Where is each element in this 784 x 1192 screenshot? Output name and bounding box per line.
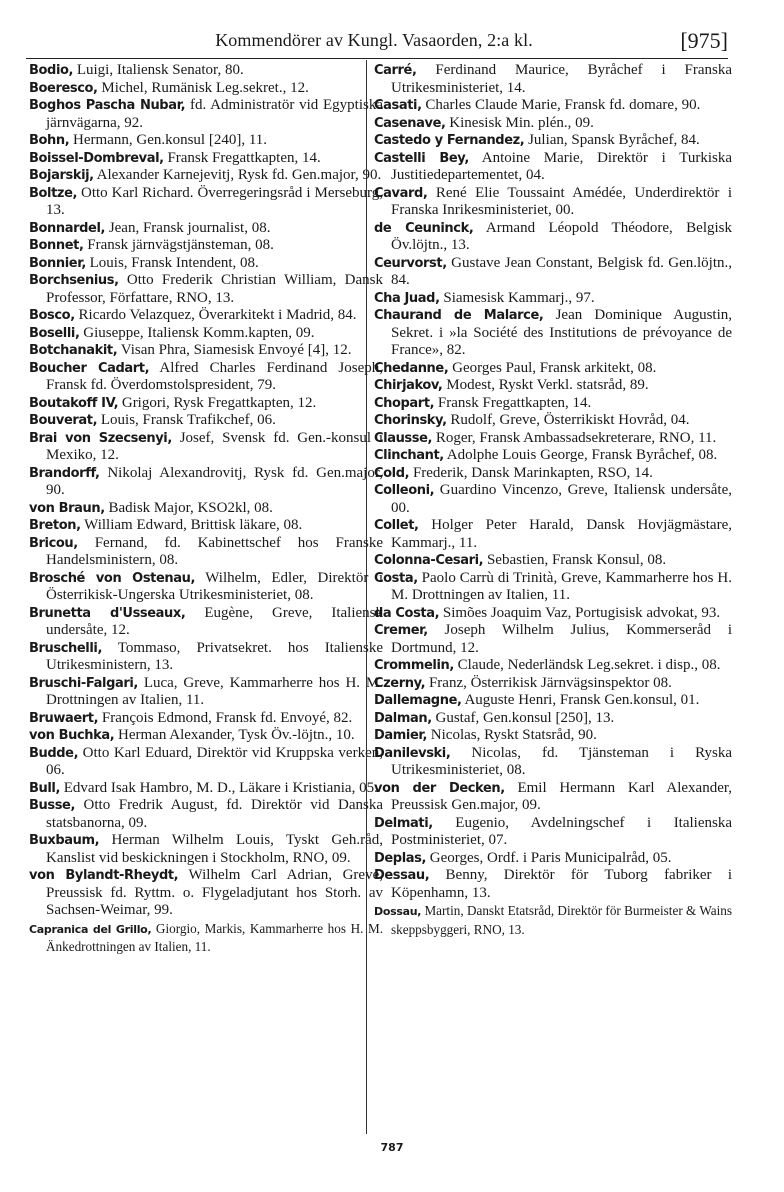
entry-name: Dossau, — [374, 905, 422, 918]
entry-details: Martin, Danskt Etatsråd, Direktör för Burmeister & Wains skeppsbyggeri, RNO, 13. — [391, 903, 732, 937]
entry-details: Eugène, Greve, Italiensk undersåte, 12. — [46, 604, 383, 638]
directory-entry — [29, 920, 383, 956]
entry-details: Wilhelm, Edler, Direktör i Österrikisk-Ungerska Utrikesministeriet, 08. — [46, 569, 383, 603]
entry-name: Cremer, — [374, 623, 428, 638]
entry-name: Damier, — [374, 728, 428, 743]
directory-entry — [29, 62, 383, 80]
entry-details: Gustaf, Gen.konsul [250], 13. — [431, 709, 615, 726]
directory-entry — [29, 745, 383, 780]
entry-name: Bonnier, — [29, 255, 86, 271]
entry-name: Boghos Pascha Nubar, — [29, 98, 186, 113]
entry-details: Guardino Vincenzo, Greve, Italiensk undersåte, 00. — [391, 482, 732, 516]
entry-name: Bosco, — [29, 308, 75, 323]
header-rule — [26, 58, 728, 59]
entry-name: von Buchka, — [29, 728, 115, 743]
entry-name: Cavard, — [374, 185, 428, 201]
entry-name: Bouverat, — [29, 413, 98, 428]
directory-entry — [374, 377, 732, 395]
directory-entry — [374, 622, 732, 657]
entry-name: Casati, — [374, 98, 422, 113]
directory-entry — [29, 430, 383, 465]
entry-name: Chedanne, — [374, 360, 449, 376]
entry-name: Capranica del Grillo, — [29, 922, 152, 936]
directory-entry — [374, 815, 732, 850]
directory-entry — [374, 745, 732, 780]
entry-name: Crommelin, — [374, 658, 454, 673]
entry-name: Bodio, — [29, 63, 74, 78]
entry-details: Luigi, Italiensk Senator, 80. — [73, 62, 244, 78]
header-page-number: [975] — [680, 28, 728, 53]
entry-name: Brunetta d'Usseaux, — [29, 605, 186, 621]
directory-entry — [374, 657, 732, 675]
entry-details: Eugenio, Avdelningschef i Italienska Postministeriet, 07. — [391, 814, 732, 848]
entry-details: Adolphe Louis George, Fransk Byråchef, 08. — [443, 447, 718, 463]
entry-details: Luca, Greve, Kammarherre hos H. M. Drottningen av Italien, 11. — [46, 674, 383, 708]
entry-details: Siamesisk Kammarj., 97. — [439, 289, 595, 306]
entry-name: Bohn, — [29, 133, 70, 148]
directory-entry — [29, 500, 383, 518]
entry-details: Otto Karl Eduard, Direktör vid Kruppska verken, 06. — [46, 744, 383, 778]
entry-name: Busse, — [29, 798, 75, 813]
entry-name: Buxbaum, — [29, 833, 100, 848]
entry-details: Otto Fredrik August, fd. Direktör vid Danska statsbanorna, 09. — [46, 797, 383, 831]
entry-details: Roger, Fransk Ambassadsekreterare, RNO, 11. — [432, 429, 717, 446]
directory-entry — [374, 465, 732, 483]
entry-details: Alexander Karnejevitj, Rysk fd. Gen.major, 90. — [93, 167, 382, 183]
directory-entry — [374, 850, 732, 868]
directory-entry — [29, 220, 383, 238]
entry-name: de Ceuninck, — [374, 220, 474, 236]
directory-entry — [374, 570, 732, 605]
entry-details: Claude, Nederländsk Leg.sekret. i disp., 08. — [453, 657, 721, 673]
entry-details: Modest, Ryskt Verkl. statsråd, 89. — [442, 377, 649, 393]
directory-entry — [29, 867, 383, 920]
directory-entry — [374, 115, 732, 133]
entry-name: Cha Juad, — [374, 290, 440, 306]
directory-entry — [29, 640, 383, 675]
directory-entry — [29, 150, 383, 168]
entry-details: Georges Paul, Fransk arkitekt, 08. — [448, 359, 657, 376]
entry-name: Ceurvorst, — [374, 255, 447, 271]
entry-details: Edvard Isak Hambro, M. D., Läkare i Kristiania, 05. — [60, 779, 378, 796]
entry-name: Bull, — [29, 780, 61, 796]
entry-name: Chorinsky, — [374, 413, 447, 428]
entry-name: von Bylandt-Rheydt, — [29, 868, 179, 883]
directory-entry — [374, 360, 732, 378]
entry-name: Cold, — [374, 465, 410, 481]
entry-details: Antoine Marie, Direktör i Turkiska Justitiedepartementet, 04. — [391, 149, 732, 183]
entry-name: Bruwaert, — [29, 710, 99, 726]
directory-entry — [374, 430, 732, 448]
directory-entry — [374, 552, 732, 570]
entry-name: Boissel-Dombreval, — [29, 150, 164, 166]
directory-entry — [29, 535, 383, 570]
entry-details: Jean, Fransk journalist, 08. — [105, 219, 271, 236]
entry-details: fd. Administratör vid Egyptiska järnvägarna, 92. — [46, 97, 383, 131]
entry-name: Chirjakov, — [374, 378, 443, 393]
entry-name: Clinchant, — [374, 448, 444, 463]
directory-entry — [29, 307, 383, 325]
entry-name: Castedo y Fernandez, — [374, 133, 525, 148]
entry-name: Dallemagne, — [374, 693, 462, 708]
entry-name: Bojarskij, — [29, 168, 94, 183]
directory-entry — [374, 780, 732, 815]
footer-page-number: 787 — [380, 1141, 404, 1154]
entry-details: Franz, Österrikisk Järnvägsinspektor 08. — [425, 674, 672, 691]
directory-entry — [29, 517, 383, 535]
directory-entry — [29, 605, 383, 640]
entry-details: Julian, Spansk Byråchef, 84. — [524, 132, 700, 148]
directory-entry — [29, 80, 383, 98]
entry-name: Dessau, — [374, 868, 430, 883]
entry-name: Bonnet, — [29, 238, 84, 253]
entry-name: Delmati, — [374, 815, 433, 831]
entry-details: Fransk järnvägstjänsteman, 08. — [83, 237, 274, 253]
entry-details: Fernand, fd. Kabinettschef hos Franske Handelsministern, 08. — [46, 534, 383, 568]
entry-details: Wilhelm Carl Adrian, Greve, Preussisk fd. Ryttm. o. Flygeladjutant hos Storh. av Sachsen-Weimar, 99. — [46, 867, 383, 918]
entry-name: Clausse, — [374, 430, 433, 446]
entry-name: Bricou, — [29, 535, 78, 551]
directory-entry — [29, 780, 383, 798]
directory-entry — [374, 692, 732, 710]
entry-name: Czerny, — [374, 675, 426, 691]
entry-details: William Edward, Brittisk läkare, 08. — [80, 517, 303, 533]
left-column — [29, 62, 383, 956]
entry-details: Otto Karl Richard. Överregeringsråd i Merseburg, 13. — [46, 184, 383, 218]
entry-name: Brosché von Ostenau, — [29, 570, 196, 586]
directory-entry — [374, 517, 732, 552]
directory-entry — [374, 447, 732, 465]
entry-name: Collet, — [374, 518, 419, 533]
entry-details: Jean Dominique Augustin, Sekret. i »la Société des Institutions de prévoyance de France», 82. — [391, 307, 732, 358]
directory-entry — [374, 62, 732, 97]
entry-name: Deplas, — [374, 850, 427, 866]
entry-name: Bruschelli, — [29, 640, 102, 656]
entry-name: Budde, — [29, 745, 79, 761]
entry-details: Fransk Fregattkapten, 14. — [434, 394, 592, 411]
directory-entry — [29, 97, 383, 132]
entry-details: Frederik, Dansk Marinkapten, RSO, 14. — [409, 464, 653, 481]
entry-name: Casenave, — [374, 115, 446, 131]
directory-entry — [374, 150, 732, 185]
directory-entry — [29, 465, 383, 500]
entry-details: Charles Claude Marie, Fransk fd. domare, 90. — [421, 97, 701, 113]
entry-details: Nicolas, fd. Tjänsteman i Ryska Utrikesministeriet, 08. — [391, 744, 732, 778]
entry-details: Michel, Rumänisk Leg.sekret., 12. — [97, 79, 309, 96]
directory-entry — [374, 395, 732, 413]
entry-name: Castelli Bey, — [374, 150, 469, 166]
entry-details: Ferdinand Maurice, Byråchef i Franska Utrikesministeriet, 14. — [391, 62, 732, 96]
entry-name: von Braun, — [29, 500, 105, 516]
directory-entry — [29, 185, 383, 220]
entry-details: Herman Alexander, Tysk Öv.-löjtn., 10. — [114, 727, 355, 743]
entry-details: Giuseppe, Italiensk Komm.kapten, 09. — [79, 324, 315, 341]
entry-name: Carré, — [374, 63, 417, 78]
directory-entry — [374, 605, 732, 623]
entry-name: Boucher Cadart, — [29, 360, 150, 376]
directory-entry — [29, 395, 383, 413]
directory-entry — [29, 342, 383, 360]
entry-name: Boltze, — [29, 185, 78, 201]
page-title: Kommendörer av Kungl. Vasaorden, 2:a kl. — [215, 30, 533, 50]
directory-entry — [29, 570, 383, 605]
entry-details: Ricardo Velazquez, Överarkitekt i Madrid, 84. — [74, 307, 357, 323]
entry-details: Georges, Ordf. i Paris Municipalråd, 05. — [426, 849, 672, 866]
entry-details: Paolo Carrù di Trinità, Greve, Kammarherre hos H. M. Drottningen av Italien, 11. — [391, 569, 732, 603]
entry-details: Gustave Jean Constant, Belgisk fd. Gen.löjtn., 84. — [391, 254, 732, 288]
entry-details: René Elie Toussaint Amédée, Underdirektör i Franska Inrikesministeriet, 00. — [391, 184, 732, 218]
entry-details: Giorgio, Markis, Kammarherre hos H. M. Änkedrottningen av Italien, 11. — [46, 920, 384, 954]
entry-details: François Edmond, Fransk fd. Envoyé, 82. — [98, 709, 353, 726]
entry-details: Kinesisk Min. plén., 09. — [445, 114, 594, 131]
entry-name: Chopart, — [374, 395, 435, 411]
entry-details: Emil Hermann Karl Alexander, Preussisk Gen.major, 09. — [391, 779, 733, 813]
entry-details: Auguste Henri, Fransk Gen.konsul, 01. — [461, 692, 700, 708]
entry-name: Colonna-Cesari, — [374, 553, 484, 568]
directory-entry — [374, 482, 732, 517]
directory-entry — [374, 727, 732, 745]
entry-details: Nikolaj Alexandrovitj, Rysk fd. Gen.major, 90. — [46, 464, 383, 498]
directory-entry — [374, 867, 732, 902]
directory-entry — [29, 797, 383, 832]
directory-entry — [374, 290, 732, 308]
entry-name: Bonnardel, — [29, 220, 106, 236]
entry-name: Boselli, — [29, 325, 80, 341]
entry-name: Danilevski, — [374, 745, 451, 761]
directory-entry — [374, 902, 732, 938]
directory-entry — [29, 727, 383, 745]
directory-entry — [29, 255, 383, 273]
directory-entry — [29, 832, 383, 867]
directory-entry — [374, 710, 732, 728]
directory-entry — [374, 675, 732, 693]
entry-details: Armand Léopold Théodore, Belgisk Öv.löjtn., 13. — [391, 219, 732, 253]
entry-name: da Costa, — [374, 605, 440, 621]
entry-details: Holger Peter Harald, Dansk Hovjägmästare, Kammarj., 11. — [391, 517, 732, 551]
directory-entry — [29, 237, 383, 255]
entry-name: Boeresco, — [29, 80, 98, 96]
entry-name: Borchsenius, — [29, 273, 119, 288]
entry-details: Joseph Wilhelm Julius, Kommerseråd i Dortmund, 12. — [391, 622, 732, 656]
entry-details: Badisk Major, KSO2kl, 08. — [104, 499, 273, 516]
entry-details: Alfred Charles Ferdinand Joseph, Fransk fd. Överdomstolspresident, 79. — [46, 359, 384, 393]
entry-name: Boutakoff IV, — [29, 395, 119, 411]
entry-name: von der Decken, — [374, 780, 505, 796]
directory-entry — [29, 675, 383, 710]
directory-entry — [29, 360, 383, 395]
entry-details: Visan Phra, Siamesisk Envoyé [4], 12. — [117, 342, 352, 358]
entry-details: Louis, Fransk Intendent, 08. — [85, 254, 259, 271]
directory-entry — [29, 325, 383, 343]
directory-entry — [29, 272, 383, 307]
entry-name: Dalman, — [374, 710, 432, 726]
directory-entry — [29, 167, 383, 185]
entry-details: Josef, Svensk fd. Gen.-konsul i Mexiko, 12. — [46, 429, 383, 463]
entry-name: Brandorff, — [29, 465, 100, 481]
entry-name: Botchanakit, — [29, 343, 118, 358]
entry-name: Bruschi-Falgari, — [29, 675, 138, 691]
entry-details: Nicolas, Ryskt Statsråd, 90. — [427, 727, 597, 743]
directory-entry — [29, 412, 383, 430]
directory-entry — [29, 132, 383, 150]
directory-entry — [374, 220, 732, 255]
directory-entry — [374, 255, 732, 290]
entry-details: Herman Wilhelm Louis, Tyskt Geh.råd, Kanslist vid beskickningen i Stockholm, RNO, 09. — [46, 832, 383, 866]
entry-name: Chaurand de Malarce, — [374, 308, 544, 323]
directory-entry — [374, 412, 732, 430]
directory-entry — [374, 307, 732, 360]
directory-entry — [374, 97, 732, 115]
entry-details: Otto Frederik Christian William, Dansk Professor, Författare, RNO, 13. — [46, 272, 383, 306]
entry-details: Hermann, Gen.konsul [240], 11. — [69, 132, 268, 148]
directory-entry — [374, 185, 732, 220]
right-column — [374, 62, 732, 938]
directory-entry — [374, 132, 732, 150]
entry-name: Costa, — [374, 570, 418, 586]
entry-name: Breton, — [29, 518, 81, 533]
entry-details: Fransk Fregattkapten, 14. — [163, 149, 321, 166]
entry-details: Benny, Direktör för Tuborg fabriker i Köpenhamn, 13. — [391, 867, 732, 901]
entry-details: Sebastien, Fransk Konsul, 08. — [483, 552, 667, 568]
page-header — [20, 28, 728, 60]
entry-name: Colleoni, — [374, 483, 435, 498]
entry-details: Simões Joaquim Vaz, Portugisisk advokat, 93. — [439, 604, 721, 621]
entry-details: Tommaso, Privatsekret. hos Italienske Utrikesministern, 13. — [46, 639, 383, 673]
directory-entry — [29, 710, 383, 728]
entry-details: Louis, Fransk Trafikchef, 06. — [97, 412, 276, 428]
entry-name: Brai von Szecsenyi, — [29, 430, 172, 446]
entry-details: Rudolf, Greve, Österrikiskt Hovråd, 04. — [446, 412, 690, 428]
entry-details: Grigori, Rysk Fregattkapten, 12. — [118, 394, 317, 411]
